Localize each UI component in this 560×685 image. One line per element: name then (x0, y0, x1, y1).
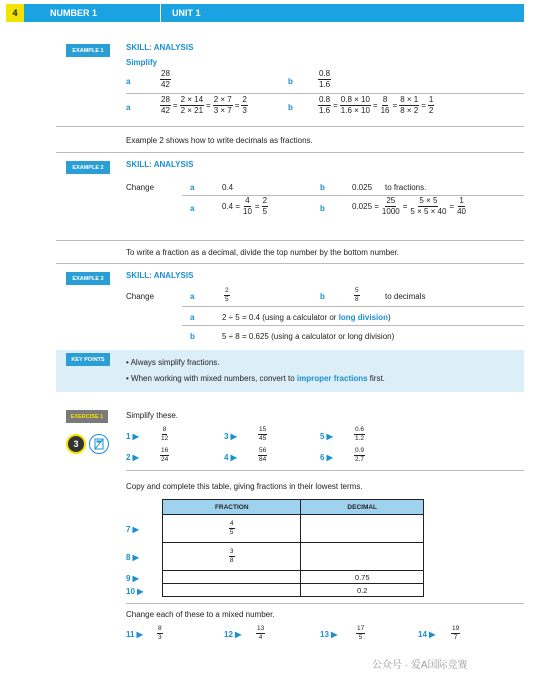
label-a: a (126, 103, 131, 112)
example-2-intro: Example 2 shows how to write decimals as fractions. (126, 136, 313, 145)
divider (182, 325, 524, 326)
ex2-solution-b: 0.025 = $\frac{25}{1000}$ = $\frac{5 \times 5}{5 \times 5 \times 40}$ = $\frac{1}{40}$ (352, 196, 466, 216)
fraction-cell: $\frac{4}{5}$ (163, 515, 301, 543)
header-divider (160, 4, 161, 22)
label-a: a (190, 204, 195, 213)
label-b: b (288, 77, 293, 86)
example-3-tag: EXAMPLE 3 (66, 272, 110, 285)
ex2-value-a: 0.4 (222, 183, 234, 192)
divider (182, 195, 524, 196)
divider (126, 603, 524, 604)
example-1-title: Simplify (126, 58, 158, 67)
question-label: 9 ▶ (126, 574, 139, 583)
improper-fractions-link[interactable]: improper fractions (296, 374, 368, 383)
question-fraction: $\frac{56}{84}$ (259, 446, 267, 464)
divider (56, 240, 524, 241)
ex1-solution-a: $\frac{28}{42}$ = $\frac{2 \times 14}{2 \times 21}$ = $\frac{2 \times 7}{3 \times 7}$ = $\frac{2}{3}$ (161, 95, 247, 115)
decimal-cell: 0.2 (301, 584, 424, 597)
question-fraction: $\frac{13}{4}$ (257, 624, 265, 642)
question-label: 5 ▶ (320, 432, 333, 441)
question-fraction: $\frac{8}{3}$ (158, 624, 162, 642)
exercise-1-tag: EXERCISE 1 (66, 410, 108, 423)
ex3-solution-a: 2 ÷ 5 = 0.4 (using a calculator or long division) (222, 313, 391, 322)
example-3-skill: SKILL: ANALYSIS (126, 271, 194, 280)
label-b: b (190, 332, 195, 341)
label-a: a (190, 183, 195, 192)
question-fraction: $\frac{17}{5}$ (357, 624, 365, 642)
decimal-cell: 0.75 (301, 571, 424, 584)
example-2-tag: EXAMPLE 2 (66, 161, 110, 174)
question-label: 2 ▶ (126, 453, 139, 462)
ex2-value-b: 0.025 (352, 183, 373, 192)
exercise-instruction: Simplify these. (126, 411, 179, 420)
question-fraction: $\frac{8}{12}$ (161, 425, 169, 443)
question-label: 3 ▶ (224, 432, 237, 441)
unit-title: UNIT 1 (172, 8, 201, 18)
question-label: 13 ▶ (320, 630, 338, 639)
key-points-tag: KEY POINTS (66, 353, 110, 366)
section-title: NUMBER 1 (50, 8, 98, 18)
page-number: 4 (6, 4, 24, 22)
ex3-question-a: $\frac{2}{5}$ (225, 286, 229, 304)
decimal-header: DECIMAL (301, 500, 424, 515)
question-label: 6 ▶ (320, 453, 333, 462)
fraction-decimal-table (162, 499, 424, 597)
ex1-solution-b: $\frac{0.8}{1.6}$ = $\frac{0.8 \times 10}{1.6 \times 10}$ = $\frac{8}{16}$ = $\frac{8 \times 1}{8 \times 2}$ = $\frac{1}{2}$ (319, 95, 434, 115)
key-point-1: • Always simplify fractions. (126, 358, 220, 367)
example-1-skill: SKILL: ANALYSIS (126, 43, 194, 52)
question-fraction: $\frac{19}{7}$ (452, 624, 460, 642)
divider (126, 470, 524, 471)
ex3-solution-b: 5 ÷ 8 = 0.625 (using a calculator or long division) (222, 332, 395, 341)
table-instruction: Copy and complete this table, giving fractions in their lowest terms. (126, 482, 363, 491)
decimal-cell (301, 515, 424, 543)
question-fraction: $\frac{16}{24}$ (161, 446, 169, 464)
example-1-tag: EXAMPLE 1 (66, 44, 110, 57)
ex2-instruction: to fractions. (385, 183, 427, 192)
ex1-question-a: $\frac{28}{42}$ (161, 69, 170, 89)
question-label: 12 ▶ (224, 630, 242, 639)
change-label: Change (126, 183, 155, 192)
fraction-cell (163, 584, 301, 597)
question-label: 1 ▶ (126, 432, 139, 441)
divider (56, 126, 524, 127)
fraction-cell: $\frac{3}{8}$ (163, 543, 301, 571)
calculator-icon (89, 434, 109, 454)
question-label: 4 ▶ (224, 453, 237, 462)
question-label: 11 ▶ (126, 630, 143, 639)
question-label: 7 ▶ (126, 525, 139, 534)
divider (126, 93, 524, 94)
ex3-instruction: to decimals (385, 292, 426, 301)
example-2-skill: SKILL: ANALYSIS (126, 160, 194, 169)
key-point-2: • When working with mixed numbers, convert to improper fractions first. (126, 374, 385, 383)
fraction-cell (163, 571, 301, 584)
question-label: 8 ▶ (126, 553, 139, 562)
label-b: b (320, 292, 325, 301)
question-fraction: $\frac{0.9}{2.7}$ (355, 446, 365, 464)
key-points-box (56, 350, 524, 392)
label-a: a (126, 77, 131, 86)
label-b: b (320, 204, 325, 213)
ex2-solution-a: 0.4 = $\frac{4}{10}$ = $\frac{2}{5}$ (222, 196, 268, 216)
ex1-question-b: $\frac{0.8}{1.6}$ (319, 69, 331, 89)
label-a: a (190, 313, 195, 322)
fraction-header: FRACTION (163, 500, 301, 515)
example-3-intro: To write a fraction as a decimal, divide the top number by the bottom number. (126, 248, 400, 257)
decimal-cell (301, 543, 424, 571)
label-b: b (320, 183, 325, 192)
mixed-number-instruction: Change each of these to a mixed number. (126, 610, 275, 619)
ex3-question-b: $\frac{5}{8}$ (355, 286, 359, 304)
question-label: 10 ▶ (126, 587, 144, 596)
divider (56, 263, 524, 264)
difficulty-badge: 3 (66, 434, 86, 454)
long-division-link[interactable]: long division (338, 313, 389, 322)
question-fraction: $\frac{0.6}{1.2}$ (355, 425, 365, 443)
change-label: Change (126, 292, 155, 301)
label-a: a (190, 292, 195, 301)
divider (56, 152, 524, 153)
question-fraction: $\frac{15}{45}$ (259, 425, 267, 443)
question-label: 14 ▶ (418, 630, 436, 639)
watermark: 公众号 · 爱A国际竞赛 (372, 660, 468, 671)
label-b: b (288, 103, 293, 112)
divider (182, 306, 524, 307)
